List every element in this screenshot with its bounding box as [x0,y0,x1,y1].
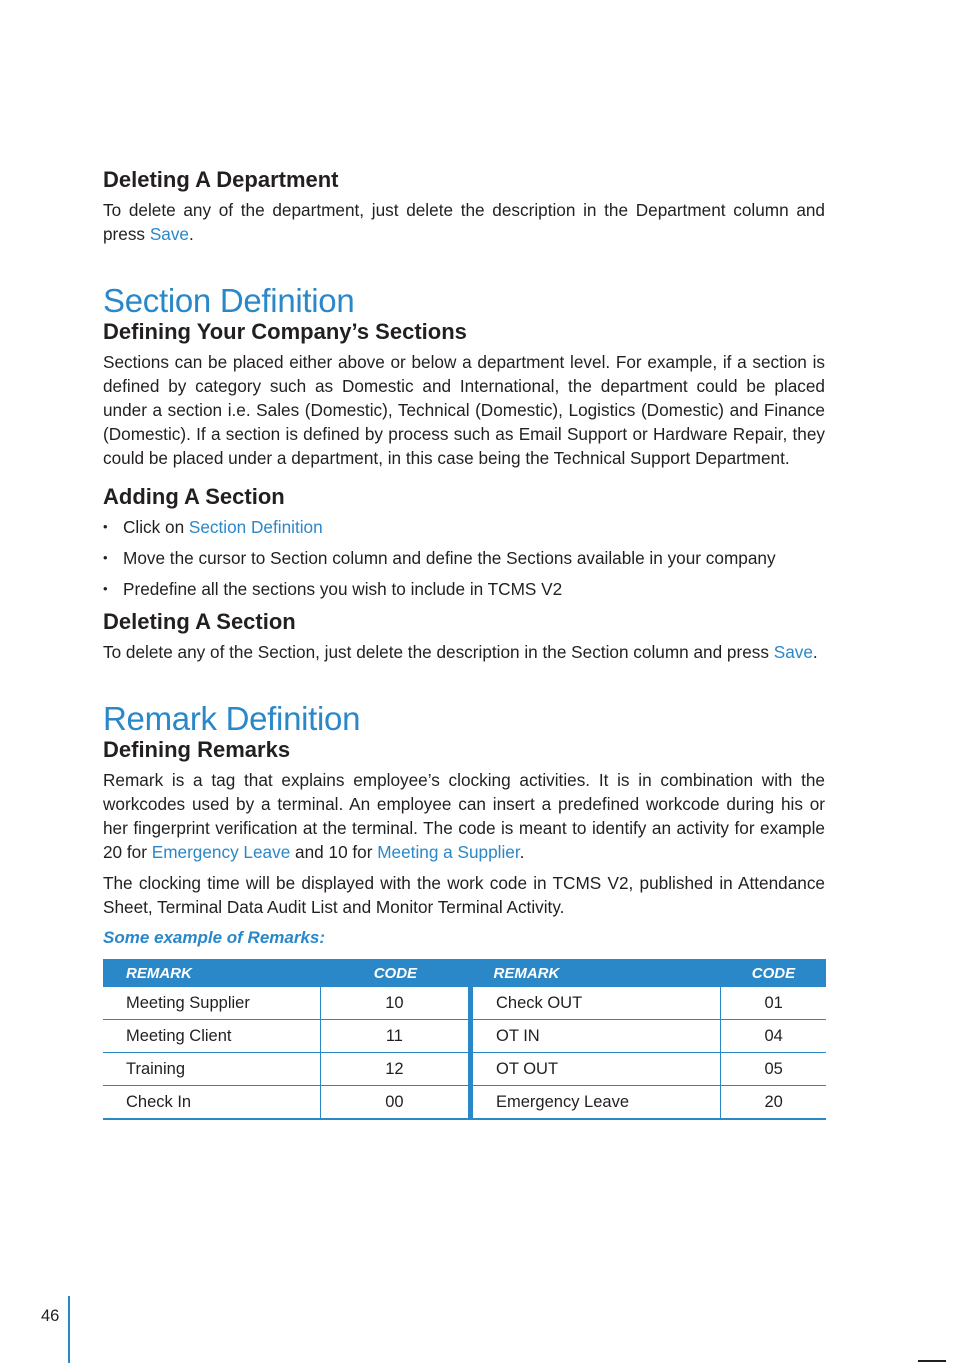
remark-column-header: REMARK [471,959,721,987]
code-cell: 05 [721,1053,826,1086]
table-row [103,1020,826,1053]
deleting-department-heading: Deleting A Department [103,167,339,192]
emergency-leave-link[interactable]: Emergency Leave [151,842,291,862]
page-number: 46 [41,1307,60,1325]
remark-cell: Meeting Supplier [103,987,320,1020]
adding-section-list [103,515,825,601]
defining-sections-heading: Defining Your Company’s Sections [103,319,467,344]
code-cell: 00 [320,1086,470,1120]
list-item: • Predefine all the sections you wish to include in TCMS V2 [103,577,825,601]
code-column-header: CODE [320,959,470,987]
remark-cell: Emergency Leave [471,1086,721,1120]
adding-section-heading: Adding A Section [103,484,285,509]
defining-remarks-text: Remark is a tag that explains employee’s clocking activities. It is in combination with the workcodes used by a terminal. An employee can insert a predefined workcode during his or her fingerprint verification at the terminal. The code is meant to identify an activity for example 20 for Emergency Leave and 10 for Meeting a Supplier. [103,770,825,862]
remark-cell: OT IN [471,1020,721,1053]
list-item: • Move the cursor to Section column and define the Sections available in your company [103,546,825,570]
deleting-section-text: To delete any of the Section, just delete the description in the Section column and press Save. [103,642,818,662]
clocking-time-text: The clocking time will be displayed with the work code in TCMS V2, published in Attendance Sheet, Terminal Data Audit List and Monitor Terminal Activity. [103,873,825,917]
corner-crop-mark [918,1360,946,1362]
save-link[interactable]: Save [149,224,189,244]
remark-cell: Meeting Client [103,1020,320,1053]
table-row [103,1086,826,1120]
page-content [103,166,825,1120]
deleting-department-text: To delete any of the department, just delete the description in the Department column and press Save. [103,200,825,244]
table-header-row [103,959,826,987]
code-cell: 10 [320,987,470,1020]
remark-cell: Training [103,1053,320,1086]
remark-cell: Check In [103,1086,320,1120]
remark-definition-title: Remark Definition [103,700,361,737]
deleting-section-heading: Deleting A Section [103,609,296,634]
meeting-supplier-link[interactable]: Meeting a Supplier [377,842,520,862]
table-row [103,1053,826,1086]
page-margin-rule [68,1296,70,1363]
code-cell: 11 [320,1020,470,1053]
remarks-table [103,959,826,1120]
remark-cell: Check OUT [471,987,721,1020]
remark-cell: OT OUT [471,1053,721,1086]
code-cell: 20 [721,1086,826,1120]
code-column-header: CODE [721,959,826,987]
code-cell: 04 [721,1020,826,1053]
code-cell: 12 [320,1053,470,1086]
defining-sections-text: Sections can be placed either above or below a department level. For example, if a section is defined by category such as Domestic and International, the department could be placed under a section i.e. Sales (Domestic), Technical (Domestic), Logistics (Domestic) and Finance (Domestic). If a section is defined by process such as Email Support or Hardware Repair, they could be placed under a department, in this case being the Technical Support Department. [103,352,825,468]
defining-remarks-heading: Defining Remarks [103,737,291,762]
remark-column-header: REMARK [103,959,320,987]
save-link[interactable]: Save [773,642,813,662]
list-item: • Click on Section Definition [103,515,825,539]
section-definition-link[interactable]: Section Definition [188,517,323,537]
section-definition-title: Section Definition [103,282,355,319]
code-cell: 01 [721,987,826,1020]
table-caption: Some example of Remarks: [103,928,326,947]
table-row [103,987,826,1020]
